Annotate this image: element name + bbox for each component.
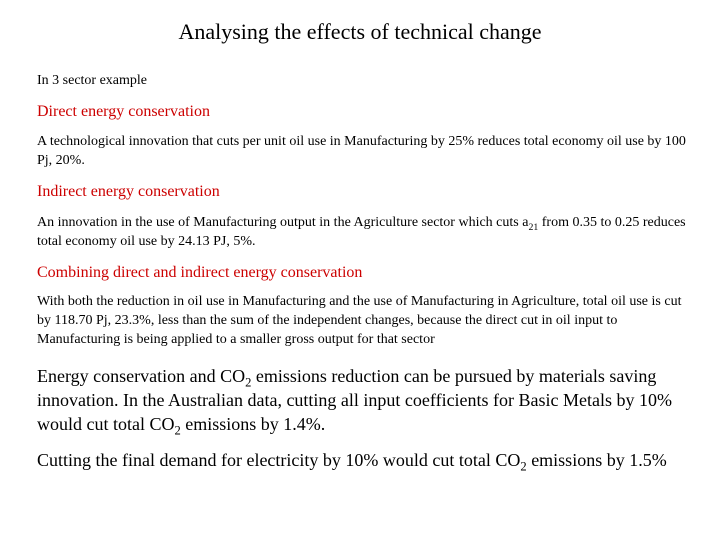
body-indirect-energy-conservation [37, 213, 697, 251]
co2-subscript: 2 [245, 375, 252, 390]
paragraph-materials-text-3: emissions by 1.4%. [180, 414, 326, 434]
body-direct-energy-conservation: A technological innovation that cuts per unit oil use in Manufacturing by 25% reduces total economy oil use by 100 Pj, 20%. [37, 134, 686, 168]
paragraph-electricity-demand [37, 448, 697, 472]
intro-text: In 3 sector example [37, 73, 148, 88]
co2-subscript: 2 [174, 423, 181, 438]
heading-indirect-energy-conservation: Indirect energy conservation [37, 183, 220, 200]
paragraph-materials-text-1: Energy conservation and CO [37, 366, 246, 386]
paragraph-electricity-text-1: Cutting the final demand for electricity by 10% would cut total CO [37, 450, 521, 470]
heading-direct-energy-conservation: Direct energy conservation [37, 103, 210, 120]
body-combining-conservation: With both the reduction in oil use in Manufacturing and the use of Manufacturing in Agriculture, total oil use is cut by 118.70 Pj, 23.3%, less than the sum of the independent changes, because the direct cut in oil input to Manufacturing is being applied to a smaller gross output for that sector [37, 294, 682, 347]
body-indirect-text-2: from 0.35 to 0.25 reduces total economy oil use by 24.13 PJ, 5%. [37, 215, 686, 249]
heading-combining-conservation: Combining direct and indirect energy conservation [37, 264, 363, 281]
co2-subscript: 2 [520, 459, 527, 474]
paragraph-materials-saving [37, 364, 697, 436]
paragraph-materials-text-2: emissions reduction can be pursued by materials saving innovation. In the Australian data, cutting all input coefficients for Basic Metals by 10% would cut total CO [37, 366, 673, 434]
coefficient-subscript: 21 [528, 221, 539, 233]
paragraph-electricity-text-2: emissions by 1.5% [526, 450, 667, 470]
slide-title: Analysing the effects of technical change [178, 19, 542, 44]
body-indirect-text-1: An innovation in the use of Manufacturing output in the Agriculture sector which cuts a [37, 215, 529, 230]
